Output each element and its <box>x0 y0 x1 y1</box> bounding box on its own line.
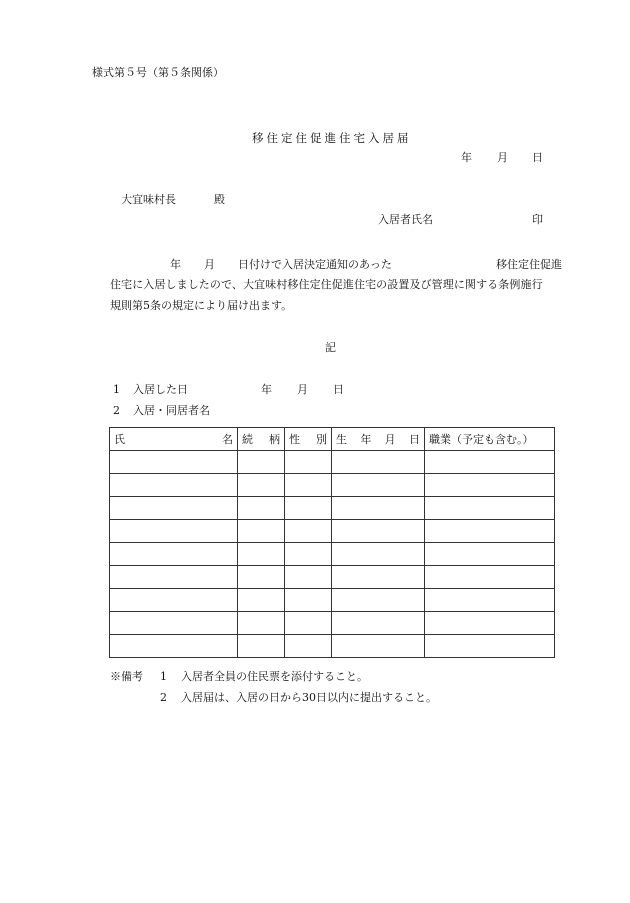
cell-relation[interactable] <box>238 497 285 520</box>
table-row <box>110 474 555 497</box>
header-name <box>110 428 238 451</box>
body-line-2: 住宅に入居しましたので、大宜味村移住定住促進住宅の設置及び管理に関する条例施行 <box>110 278 543 291</box>
cell-occupation[interactable] <box>425 589 555 612</box>
body-year: 年 <box>170 258 181 271</box>
note-2-text: 入居届は、入居の日から30日以内に提出すること。 <box>181 691 437 704</box>
cell-name[interactable] <box>110 635 238 658</box>
body-line-3: 規則第5条の規定により届け出ます。 <box>110 299 293 312</box>
applicant-label: 入居者氏名 <box>378 213 433 226</box>
header-occupation: 職業（予定も含む。） <box>425 428 555 451</box>
addressee-name: 大宜味村長 <box>121 193 176 206</box>
cell-name[interactable] <box>110 520 238 543</box>
cell-birthdate[interactable] <box>332 520 425 543</box>
cell-relation[interactable] <box>238 589 285 612</box>
header-sex-second: 別 <box>316 433 327 446</box>
cell-relation[interactable] <box>238 612 285 635</box>
cell-occupation[interactable] <box>425 520 555 543</box>
cell-birthdate[interactable] <box>332 589 425 612</box>
cell-birthdate[interactable] <box>332 635 425 658</box>
cell-relation[interactable] <box>238 451 285 474</box>
cell-name[interactable] <box>110 474 238 497</box>
cell-birthdate[interactable] <box>332 543 425 566</box>
header-birth-3: 月 <box>384 433 396 446</box>
cell-occupation[interactable] <box>425 474 555 497</box>
cell-sex[interactable] <box>285 474 332 497</box>
cell-birthdate[interactable] <box>332 566 425 589</box>
note-1-number: 1 <box>160 670 167 683</box>
header-birthdate <box>332 428 425 451</box>
table-row <box>110 451 555 474</box>
header-birth-1: 生 <box>336 433 347 446</box>
cell-sex[interactable] <box>285 520 332 543</box>
resident-table <box>109 427 555 658</box>
seal-mark: 印 <box>532 213 543 226</box>
cell-relation[interactable] <box>238 474 285 497</box>
cell-name[interactable] <box>110 497 238 520</box>
cell-relation[interactable] <box>238 635 285 658</box>
cell-birthdate[interactable] <box>332 474 425 497</box>
cell-relation[interactable] <box>238 520 285 543</box>
header-name-second: 名 <box>222 433 233 446</box>
item1-month: 月 <box>297 383 308 396</box>
item1-year: 年 <box>261 383 272 396</box>
cell-occupation[interactable] <box>425 543 555 566</box>
table-row <box>110 589 555 612</box>
cell-sex[interactable] <box>285 589 332 612</box>
table-row <box>110 497 555 520</box>
header-date-year: 年 <box>461 151 472 164</box>
ki-heading: 記 <box>325 341 336 354</box>
document-title: 移住定住促進住宅入居届 <box>252 131 412 145</box>
cell-sex[interactable] <box>285 566 332 589</box>
header-name-first: 氏 <box>114 433 125 446</box>
item2-number: 2 <box>113 404 120 417</box>
cell-occupation[interactable] <box>425 497 555 520</box>
form-id: 様式第５号（第５条関係） <box>92 66 224 79</box>
cell-birthdate[interactable] <box>332 612 425 635</box>
table-row <box>110 543 555 566</box>
header-sex <box>285 428 332 451</box>
cell-name[interactable] <box>110 566 238 589</box>
cell-occupation[interactable] <box>425 566 555 589</box>
header-relation <box>238 428 285 451</box>
cell-sex[interactable] <box>285 612 332 635</box>
cell-name[interactable] <box>110 612 238 635</box>
header-date-day: 日 <box>532 151 543 164</box>
header-date-month: 月 <box>497 151 508 164</box>
header-relation-second: 柄 <box>269 433 280 446</box>
item1-label: 入居した日 <box>133 383 188 396</box>
cell-name[interactable] <box>110 451 238 474</box>
table-row <box>110 635 555 658</box>
header-birth-2: 年 <box>360 433 372 446</box>
cell-relation[interactable] <box>238 566 285 589</box>
body-housing-text: 移住定住促進 <box>496 258 562 271</box>
cell-occupation[interactable] <box>425 635 555 658</box>
table-row <box>110 612 555 635</box>
cell-relation[interactable] <box>238 543 285 566</box>
cell-sex[interactable] <box>285 497 332 520</box>
cell-sex[interactable] <box>285 635 332 658</box>
cell-name[interactable] <box>110 589 238 612</box>
cell-sex[interactable] <box>285 543 332 566</box>
note-2-number: 2 <box>160 691 167 704</box>
table-row <box>110 520 555 543</box>
note-1-text: 入居者全員の住民票を添付すること。 <box>181 670 368 683</box>
item2-label: 入居・同居者名 <box>133 404 210 417</box>
body-day-text: 日付けで入居決定通知のあった <box>238 258 392 271</box>
cell-birthdate[interactable] <box>332 497 425 520</box>
header-birth-4: 日 <box>408 433 420 446</box>
item1-number: 1 <box>113 383 120 396</box>
table-body <box>110 451 555 658</box>
header-relation-first: 続 <box>242 433 253 446</box>
cell-sex[interactable] <box>285 451 332 474</box>
notes-label: ※備考 <box>110 670 143 683</box>
cell-name[interactable] <box>110 543 238 566</box>
cell-occupation[interactable] <box>425 451 555 474</box>
body-month: 月 <box>204 258 215 271</box>
cell-birthdate[interactable] <box>332 451 425 474</box>
header-sex-first: 性 <box>289 433 300 446</box>
cell-occupation[interactable] <box>425 612 555 635</box>
addressee-honorific: 殿 <box>214 193 225 206</box>
table-header-row <box>110 428 555 451</box>
item1-day: 日 <box>333 383 344 396</box>
table-row <box>110 566 555 589</box>
